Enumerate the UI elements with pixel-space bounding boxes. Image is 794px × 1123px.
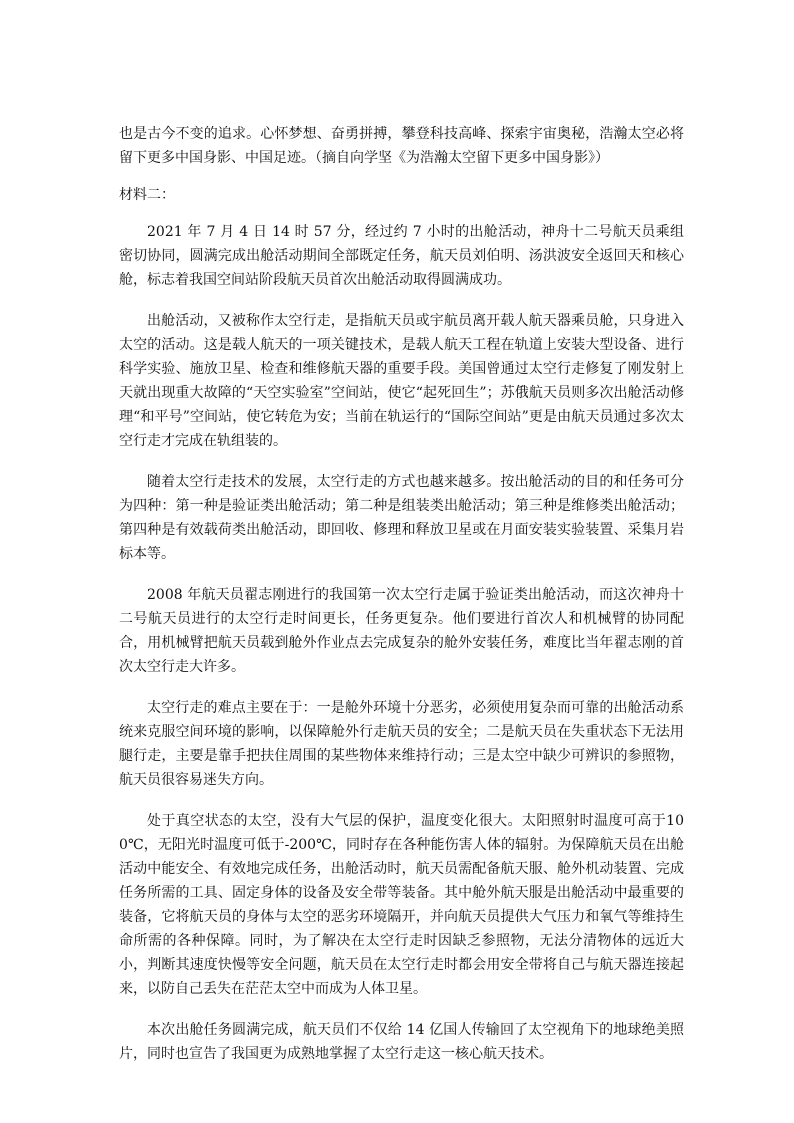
- paragraph-2008-comparison: 2008 年航天员翟志刚进行的我国第一次太空行走属于验证类出舱活动，而这次神舟十二号航天员进行的太空行走时间更长，任务更复杂。他们要进行首次人和机械臂的协同配合，用机械臂把航天员载到舱外作业点去完成复杂的舱外安装任务，难度比当年翟志刚的首次太空行走大许多。: [119, 587, 684, 675]
- paragraph-spacewalk-types: 随着太空行走技术的发展，太空行走的方式也越来越多。按出舱活动的目的和任务可分为四种：第一种是验证类出舱活动；第二种是组装类出舱活动；第三种是维修类出舱活动；第四种是有效载荷类出舱活动，即回收、修理和释放卫星或在月面安装实验装置、采集月岩标本等。: [119, 474, 684, 562]
- material-two-heading: 材料二：: [119, 187, 175, 203]
- document-body: [119, 122, 684, 1066]
- paragraph-conclusion: 本次出舱任务圆满完成，航天员们不仅给 14 亿国人传输回了太空视角下的地球绝美照片，同时也宣告了我国更为成熟地掌握了太空行走这一核心航天技术。: [119, 1022, 684, 1062]
- paragraph-spacewalk-definition: 出舱活动，又被称作太空行走，是指航天员或宇航员离开载人航天器乘员舱，只身进入太空的活动。这是载人航天的一项关键技术，是载人航天工程在轨道上安装大型设备、进行科学实验、施放卫星、检查和维修航天器的重要手段。美国曾通过太空行走修复了刚发射上天就出现重大故障的“天空实验室”空间站，使它“起死回生”；苏俄航天员则多次出舱活动修理“和平号”空间站，使它转危为安；当前在轨运行的“国际空间站”更是由航天员通过多次太空行走才完成在轨组装的。: [119, 313, 684, 449]
- paragraph-difficulties: 太空行走的难点主要在于：一是舱外环境十分恶劣，必须使用复杂而可靠的出舱活动系统来克服空间环境的影响，以保障舱外行走航天员的安全；二是航天员在失重状态下无法用腿行走，主要是靠手把扶住周围的某些物体来维持行动；三是太空中缺少可辨识的参照物，航天员很容易迷失方向。: [119, 700, 684, 788]
- paragraph-space-environment: 处于真空状态的太空，没有大气层的保护，温度变化很大。太阳照射时温度可高于100℃，无阳光时温度可低于-200℃，同时存在各种能伤害人体的辐射。为保障航天员在出舱活动中能安全、有效地完成任务，出舱活动时，航天员需配备航天服、舱外机动装置、完成任务所需的工具、固定身体的设备及安全带等装备。其中舱外航天服是出舱活动中最重要的装备，它将航天员的身体与太空的恶劣环境隔开，并向航天员提供大气压力和氧气等维持生命所需的各种保障。同时，为了解决在太空行走时因缺乏参照物，无法分清物体的远近大小，判断其速度快慢等安全问题，航天员在太空行走时都会用安全带将自己与航天器连接起来，以防自己丢失在茫茫太空中而成为人体卫星。: [119, 813, 684, 997]
- paragraph-intro-end: 也是古今不变的追求。心怀梦想、奋勇拼搏，攀登科技高峰、探索宇宙奥秘，浩瀚太空必将留下更多中国身影、中国足迹。（摘自向学坚《为浩瀚太空留下更多中国身影》）: [119, 126, 684, 166]
- paragraph-spacewalk-news: 2021 年 7 月 4 日 14 时 57 分，经过约 7 小时的出舱活动，神舟十二号航天员乘组密切协同，圆满完成出舱活动期间全部既定任务，航天员刘伯明、汤洪波安全返回天和核心舱，标志着我国空间站阶段航天员首次出舱活动取得圆满成功。: [119, 224, 684, 288]
